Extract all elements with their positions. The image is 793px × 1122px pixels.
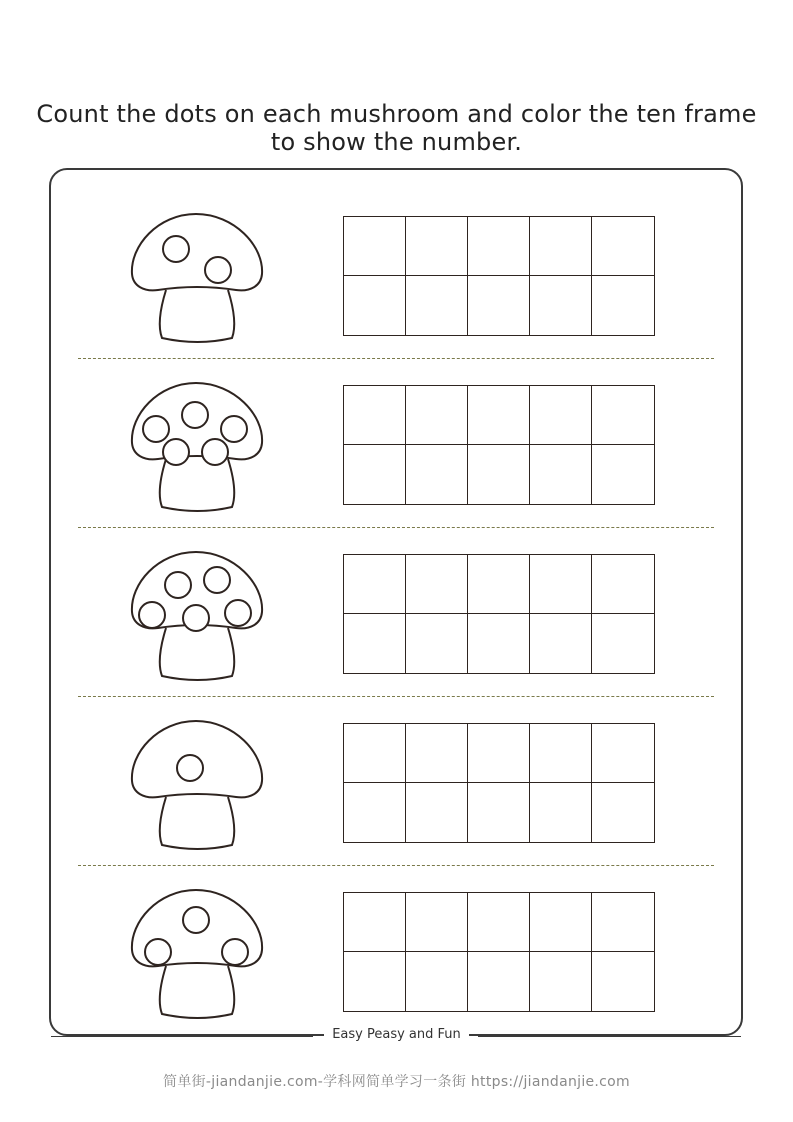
ten-frame-cell[interactable] (592, 724, 654, 783)
ten-frame-cell[interactable] (468, 893, 530, 952)
mushroom-illustration (128, 379, 268, 519)
ten-frame-cell[interactable] (344, 386, 406, 445)
ten-frame-cell[interactable] (592, 386, 654, 445)
ten-frame-cell[interactable] (468, 724, 530, 783)
ten-frame-cell[interactable] (592, 893, 654, 952)
ten-frame-cell[interactable] (406, 893, 468, 952)
mushroom-illustration (128, 717, 268, 857)
mushroom-stem (160, 966, 235, 1018)
mushroom-dot (143, 416, 169, 442)
ten-frame-cell[interactable] (530, 386, 592, 445)
ten-frame-cell[interactable] (344, 724, 406, 783)
mushroom-stem (160, 290, 235, 342)
ten-frame-cell[interactable] (530, 724, 592, 783)
ten-frame (343, 892, 655, 1012)
footer-brand-text: Easy Peasy and Fun (324, 1027, 469, 1042)
mushroom-dot (183, 605, 209, 631)
mushroom-dot (183, 907, 209, 933)
ten-frame (343, 385, 655, 505)
mushroom-cap (132, 214, 262, 290)
ten-frame-cell[interactable] (406, 276, 468, 335)
worksheet-instructions (0, 100, 793, 156)
mushroom-dot (177, 755, 203, 781)
ten-frame-cell[interactable] (406, 614, 468, 673)
ten-frame-cell[interactable] (468, 445, 530, 504)
row-divider (78, 527, 714, 528)
ten-frame-cell[interactable] (344, 893, 406, 952)
exercise-row (0, 717, 793, 857)
mushroom-dot (202, 439, 228, 465)
mushroom-dot (205, 257, 231, 283)
ten-frame-cell[interactable] (406, 724, 468, 783)
instructions-line-2: to show the number. (270, 128, 523, 156)
ten-frame-cell[interactable] (530, 783, 592, 842)
mushroom-illustration (128, 548, 268, 688)
footer-brand (0, 1027, 793, 1042)
exercise-row (0, 379, 793, 519)
mushroom-illustration (128, 886, 268, 1026)
ten-frame-cell[interactable] (530, 952, 592, 1011)
mushroom-dot (145, 939, 171, 965)
ten-frame-cell[interactable] (468, 217, 530, 276)
mushroom-stem (160, 797, 235, 849)
ten-frame-cell[interactable] (592, 783, 654, 842)
ten-frame-cell[interactable] (530, 893, 592, 952)
ten-frame-cell[interactable] (344, 445, 406, 504)
ten-frame-cell[interactable] (468, 276, 530, 335)
mushroom-dot (163, 439, 189, 465)
ten-frame-cell[interactable] (468, 555, 530, 614)
ten-frame (343, 216, 655, 336)
ten-frame-cell[interactable] (530, 276, 592, 335)
ten-frame-cell[interactable] (406, 783, 468, 842)
mushroom-illustration (128, 210, 268, 350)
row-divider (78, 696, 714, 697)
ten-frame-cell[interactable] (530, 445, 592, 504)
mushroom-stem (160, 628, 235, 680)
ten-frame-cell[interactable] (592, 217, 654, 276)
ten-frame-cell[interactable] (592, 555, 654, 614)
ten-frame-cell[interactable] (406, 386, 468, 445)
ten-frame-cell[interactable] (592, 952, 654, 1011)
mushroom-dot (204, 567, 230, 593)
ten-frame-cell[interactable] (344, 783, 406, 842)
instructions-line-1: Count the dots on each mushroom and color the ten frame (36, 100, 757, 128)
ten-frame-cell[interactable] (468, 783, 530, 842)
mushroom-dot (165, 572, 191, 598)
ten-frame-cell[interactable] (468, 386, 530, 445)
ten-frame-cell[interactable] (530, 614, 592, 673)
ten-frame-cell[interactable] (592, 445, 654, 504)
mushroom-dot (139, 602, 165, 628)
exercise-row (0, 210, 793, 350)
mushroom-dot (221, 416, 247, 442)
ten-frame-cell[interactable] (406, 555, 468, 614)
ten-frame-cell[interactable] (530, 555, 592, 614)
row-divider (78, 358, 714, 359)
ten-frame-cell[interactable] (344, 614, 406, 673)
row-divider (78, 865, 714, 866)
ten-frame-cell[interactable] (406, 445, 468, 504)
ten-frame-cell[interactable] (592, 276, 654, 335)
mushroom-dot (182, 402, 208, 428)
ten-frame-cell[interactable] (592, 614, 654, 673)
ten-frame-cell[interactable] (468, 614, 530, 673)
exercise-row (0, 548, 793, 688)
ten-frame (343, 723, 655, 843)
mushroom-dot (222, 939, 248, 965)
ten-frame-cell[interactable] (344, 952, 406, 1011)
mushroom-stem (160, 459, 235, 511)
ten-frame-cell[interactable] (344, 217, 406, 276)
mushroom-dot (163, 236, 189, 262)
site-watermark: 简单街-jiandanjie.com-学科网简单学习一条街 https://jiandanjie.com (163, 1074, 630, 1090)
ten-frame-cell[interactable] (344, 555, 406, 614)
ten-frame (343, 554, 655, 674)
ten-frame-cell[interactable] (468, 952, 530, 1011)
exercise-row (0, 886, 793, 1026)
ten-frame-cell[interactable] (530, 217, 592, 276)
mushroom-dot (225, 600, 251, 626)
ten-frame-cell[interactable] (406, 217, 468, 276)
ten-frame-cell[interactable] (344, 276, 406, 335)
ten-frame-cell[interactable] (406, 952, 468, 1011)
